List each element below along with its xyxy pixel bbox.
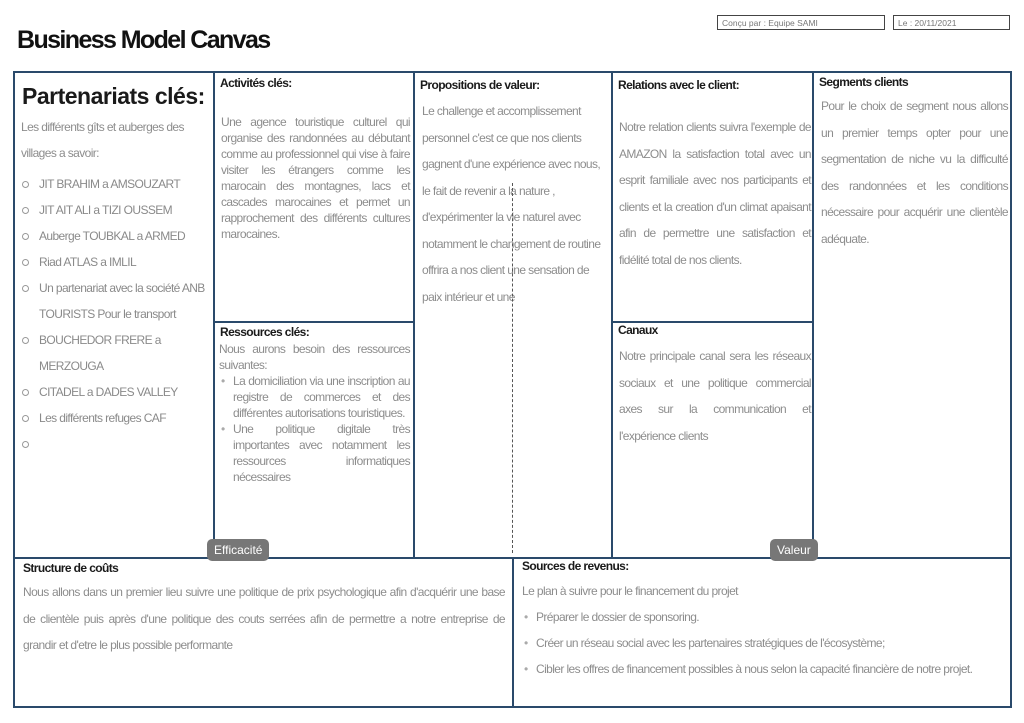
cost-structure-text: Nous allons dans un premier lieu suivre une politique de prix psychologique afin d'acquérir une base de clientèle puis après d'une politique des couts serrées afin de permettre a notre entreprise de grandir et d'etre le plus possible performante: [23, 585, 505, 652]
channels-text: Notre principale canal sera les réseaux sociaux et une politique commercial axes sur la communication et l'expérience clients: [619, 349, 811, 443]
key-partners-intro: Les différents gîts et auberges des villages a savoir:: [21, 120, 184, 160]
list-item: Riad ATLAS a IMLIL: [21, 249, 208, 275]
customer-segments-block: [812, 73, 1012, 559]
list-item: Un partenariat avec la société ANB TOURISTS Pour le transport: [21, 275, 208, 327]
customer-segments-heading: Segments clients: [819, 75, 909, 89]
key-activities-block: [213, 73, 415, 323]
value-propositions-text: Le challenge et accomplissement personnel c'est ce que nos clients gagnent d'une expérience avec nous, le fait de revenir a la nature , d'expérimenter la vie naturel avec notamment le changement de routine offrira a nos client une sensation de paix intérieur et une: [422, 104, 601, 304]
key-resources-list: [219, 373, 410, 485]
cost-structure-block: [15, 557, 514, 708]
list-item: JIT AIT ALI a TIZI OUSSEM: [21, 197, 208, 223]
value-propositions-block: [413, 73, 613, 559]
cost-structure-heading: Structure de coûts: [23, 561, 119, 575]
list-item: BOUCHEDOR FRERE a MERZOUGA: [21, 327, 208, 379]
list-item: • Créer un réseau social avec les partenaires stratégiques de l'écosystème;: [522, 630, 1004, 656]
list-item: JIT BRAHIM a AMSOUZART: [21, 171, 208, 197]
date-field: Le : 20/11/2021: [893, 15, 1010, 30]
channels-heading: Canaux: [618, 323, 658, 337]
key-activities-text: Une agence touristique culturel qui organise des randonnées au débutant comme au professionnel qui vise à faire visiter les étrangers comme les marocain des montagnes, lacs et cascades marocaines et permet un rapprochement des différents cultures marocaines.: [221, 115, 410, 241]
customer-relationships-block: [611, 73, 814, 323]
key-partners-block: [15, 73, 215, 559]
list-item: • Préparer le dossier de sponsoring.: [522, 604, 1004, 630]
revenue-streams-block: [512, 557, 1012, 708]
business-model-canvas: [13, 71, 1012, 708]
customer-relationships-text: Notre relation clients suivra l'exemple de AMAZON la satisfaction total avec un esprit familiale avec nos participants et clients et la creation d'un climat apaisant afin de permettre une satisfaction et fidélité total de nos clients.: [619, 120, 811, 267]
value-tag: Valeur: [770, 539, 818, 561]
key-resources-heading: Ressources clés:: [220, 325, 310, 339]
key-partners-list: [21, 171, 208, 431]
divider: [512, 183, 513, 553]
page-title: Business Model Canvas: [17, 26, 270, 54]
customer-segments-text: Pour le choix de segment nous allons un premier temps opter pour une segmentation de niche vu la difficulté des randonnées et les conditions nécessaire pour acquérir une clientèle adéquate.: [821, 99, 1008, 246]
customer-relationships-heading: Relations avec le client:: [618, 78, 740, 92]
revenue-streams-list: [522, 604, 1004, 682]
list-item: • Cibler les offres de financement possibles à nous selon la capacité financière de notre projet.: [522, 656, 1004, 682]
key-partners-heading: Partenariats clés:: [22, 83, 205, 109]
key-resources-intro: Nous aurons besoin des ressources suivantes:: [219, 342, 410, 372]
key-activities-heading: Activités clés:: [220, 76, 292, 90]
list-item: CITADEL a DADES VALLEY: [21, 379, 208, 405]
list-item: Les différents refuges CAF: [21, 405, 208, 431]
value-propositions-heading: Propositions de valeur:: [420, 78, 540, 92]
revenue-streams-heading: Sources de revenus:: [522, 559, 629, 573]
author-field: Conçu par : Equipe SAMI: [717, 15, 885, 30]
efficiency-tag: Efficacité: [207, 539, 269, 561]
revenue-streams-intro: Le plan à suivre pour le financement du projet: [522, 584, 738, 598]
list-item: • La domiciliation via une inscription au registre de commerces et des différentes autorisations touristiques.: [219, 373, 410, 421]
list-item: Auberge TOUBKAL a ARMED: [21, 223, 208, 249]
list-item: • Une politique digitale très importantes avec notamment les ressources informatiques nécessaires: [219, 421, 410, 485]
channels-block: [611, 321, 814, 559]
key-resources-block: [213, 321, 415, 559]
